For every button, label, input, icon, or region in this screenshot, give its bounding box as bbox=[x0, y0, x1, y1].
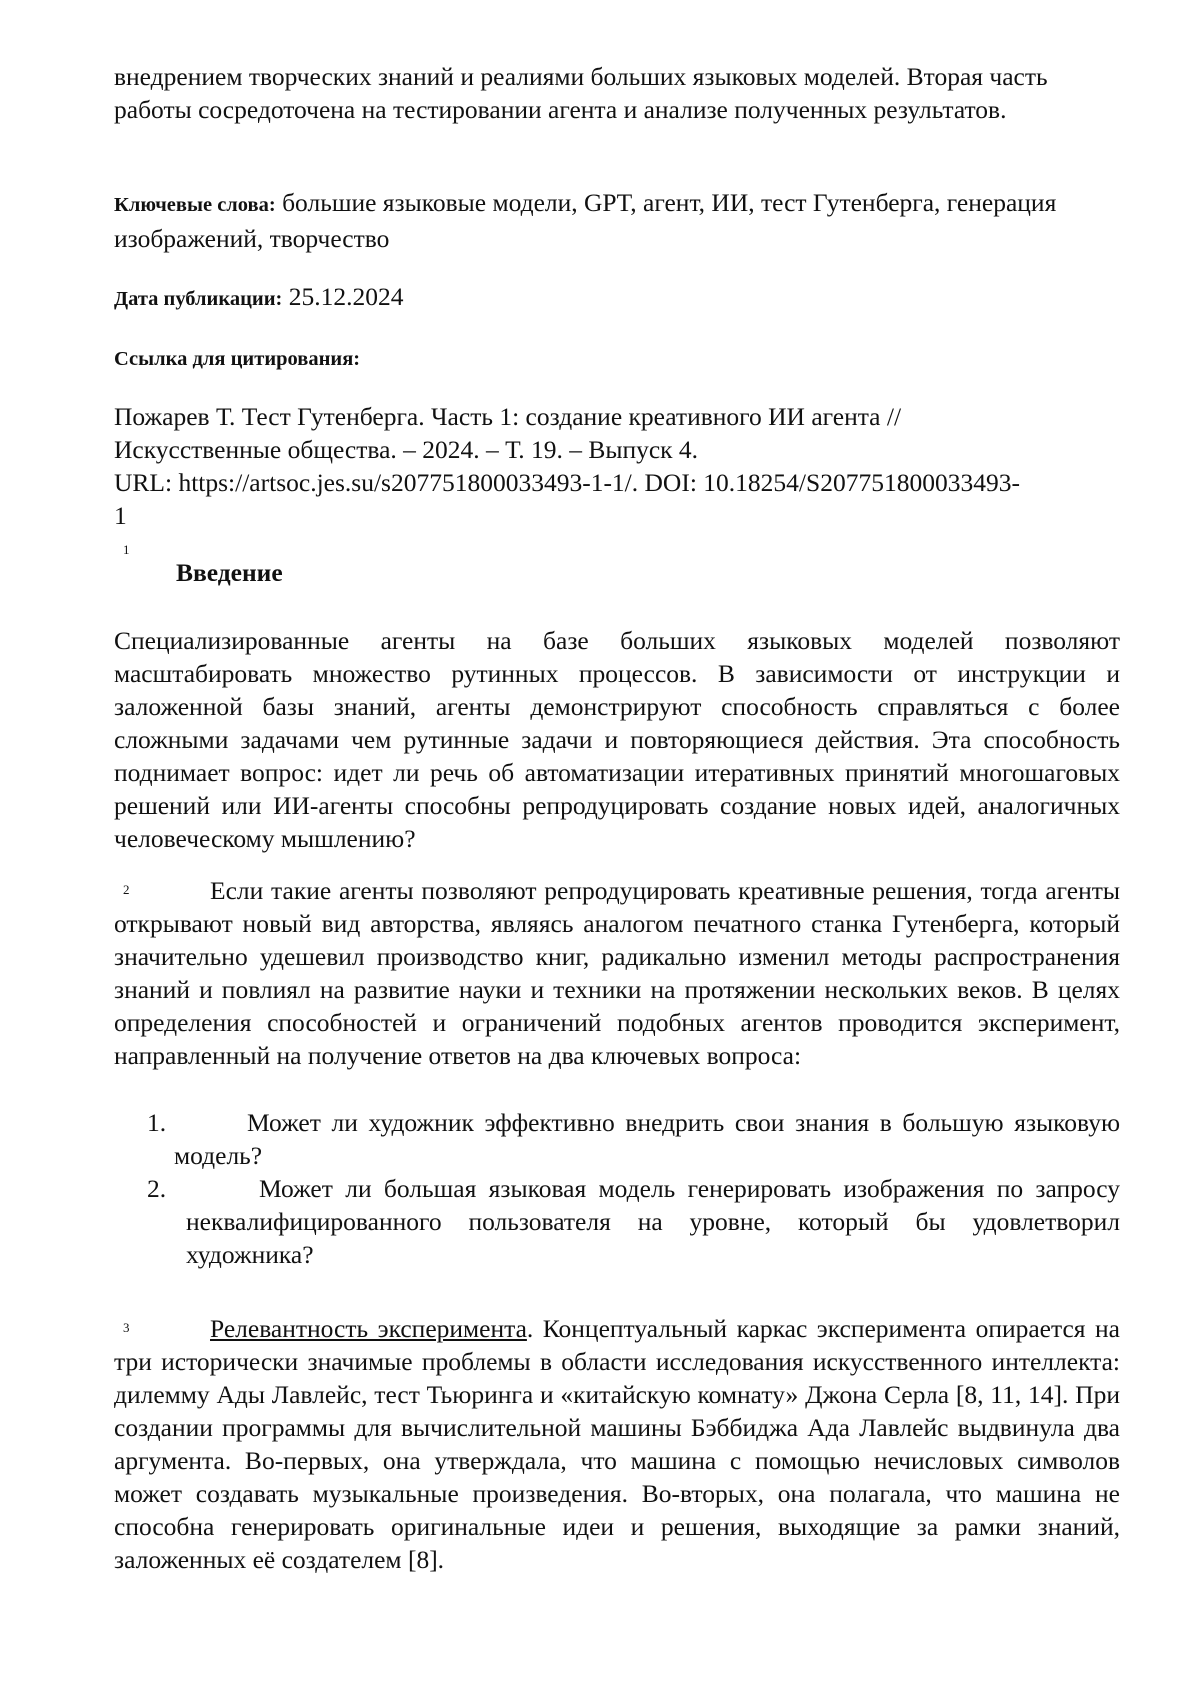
list-item-text: Может ли большая языковая модель генерировать изображения по запросу неквалифицированного пользователя на уровне, который бы удовлетворил художника? bbox=[174, 1172, 1120, 1271]
relevance-lead: Релевантность эксперимента bbox=[210, 1314, 527, 1343]
paragraph-number-3: 3 bbox=[123, 1320, 130, 1336]
citation-url-line-end[interactable]: 1 bbox=[114, 499, 1120, 532]
paragraph-3-text: . Концептуальный каркас эксперимента опирается на три исторически значимые проблемы в области исследования искусственного интеллекта: дилемму Ады Лавлейс, тест Тьюринга и «китайскую комнату» Джона Серла [8, 11, 14]. При создании программы для вычислительной машины Бэббиджа Ада Лавлейс выдвинула два аргумента. Во-первых, она утверждала, что машина с помощью нечисловых символов может создавать музыкальные произведения. Во-вторых, она полагала, что машина не способна генерировать оригинальные идеи и решения, выходящие за рамки знаний, заложенных её создателем [8]. bbox=[114, 1314, 1120, 1574]
paragraph-number-1: 1 bbox=[123, 542, 130, 558]
publication-date bbox=[114, 280, 1120, 316]
paragraph-3 bbox=[114, 1312, 1120, 1576]
publication-date-value: 25.12.2024 bbox=[289, 282, 404, 311]
citation-heading bbox=[114, 340, 1120, 376]
citation-line-1: Пожарев Т. Тест Гутенберга. Часть 1: создание креативного ИИ агента // bbox=[114, 400, 1120, 433]
citation-label: Ссылка для цитирования: bbox=[114, 348, 360, 370]
keywords bbox=[114, 186, 1120, 255]
list-item-text: Может ли художник эффективно внедрить свои знания в большую языковую модель? bbox=[174, 1106, 1120, 1172]
citation-line-2: Искусственные общества. – 2024. – Т. 19. – Выпуск 4. bbox=[114, 433, 1120, 466]
citation-url-line[interactable]: URL: https://artsoc.jes.su/s207751800033493-1-1/. DOI: 10.18254/S207751800033493- bbox=[114, 466, 1120, 499]
list-item-number: 2. bbox=[147, 1172, 166, 1205]
paragraph-1: Специализированные агенты на базе больших языковых моделей позволяют масштабировать множество рутинных процессов. В зависимости от инструкции и заложенной базы знаний, агенты демонстрируют способность справляться с более сложными задачами чем рутинные задачи и повторяющиеся действия. Эта способность поднимает вопрос: идет ли речь об автоматизации итеративных принятий многошаговых решений или ИИ-агенты способны репродуцировать создание новых идей, аналогичных человеческому мышлению? bbox=[114, 624, 1120, 855]
document-page bbox=[0, 0, 1200, 1698]
publication-date-label: Дата публикации: bbox=[114, 288, 282, 310]
keywords-label: Ключевые слова: bbox=[114, 194, 276, 216]
paragraph-number-2: 2 bbox=[123, 882, 130, 898]
section-heading: Введение bbox=[176, 556, 283, 589]
keywords-text: большие языковые модели, GPT, агент, ИИ, тест Гутенберга, генерация изображений, творчество bbox=[114, 188, 1056, 253]
list-item bbox=[114, 1106, 1120, 1172]
list-item-number: 1. bbox=[147, 1106, 166, 1139]
question-list bbox=[114, 1106, 1120, 1271]
abstract-tail: внедрением творческих знаний и реалиями больших языковых моделей. Вторая часть работы сосредоточена на тестировании агента и анализе полученных результатов. bbox=[114, 60, 1120, 126]
citation bbox=[114, 400, 1120, 532]
list-item bbox=[114, 1172, 1120, 1271]
paragraph-2: Если такие агенты позволяют репродуцировать креативные решения, тогда агенты открывают новый вид авторства, являясь аналогом печатного станка Гутенберга, который значительно удешевил производство книг, радикально изменил методы распространения знаний и повлиял на развитие науки и техники на протяжении нескольких веков. В целях определения способностей и ограничений подобных агентов проводится эксперимент, направленный на получение ответов на два ключевых вопроса: bbox=[114, 874, 1120, 1072]
